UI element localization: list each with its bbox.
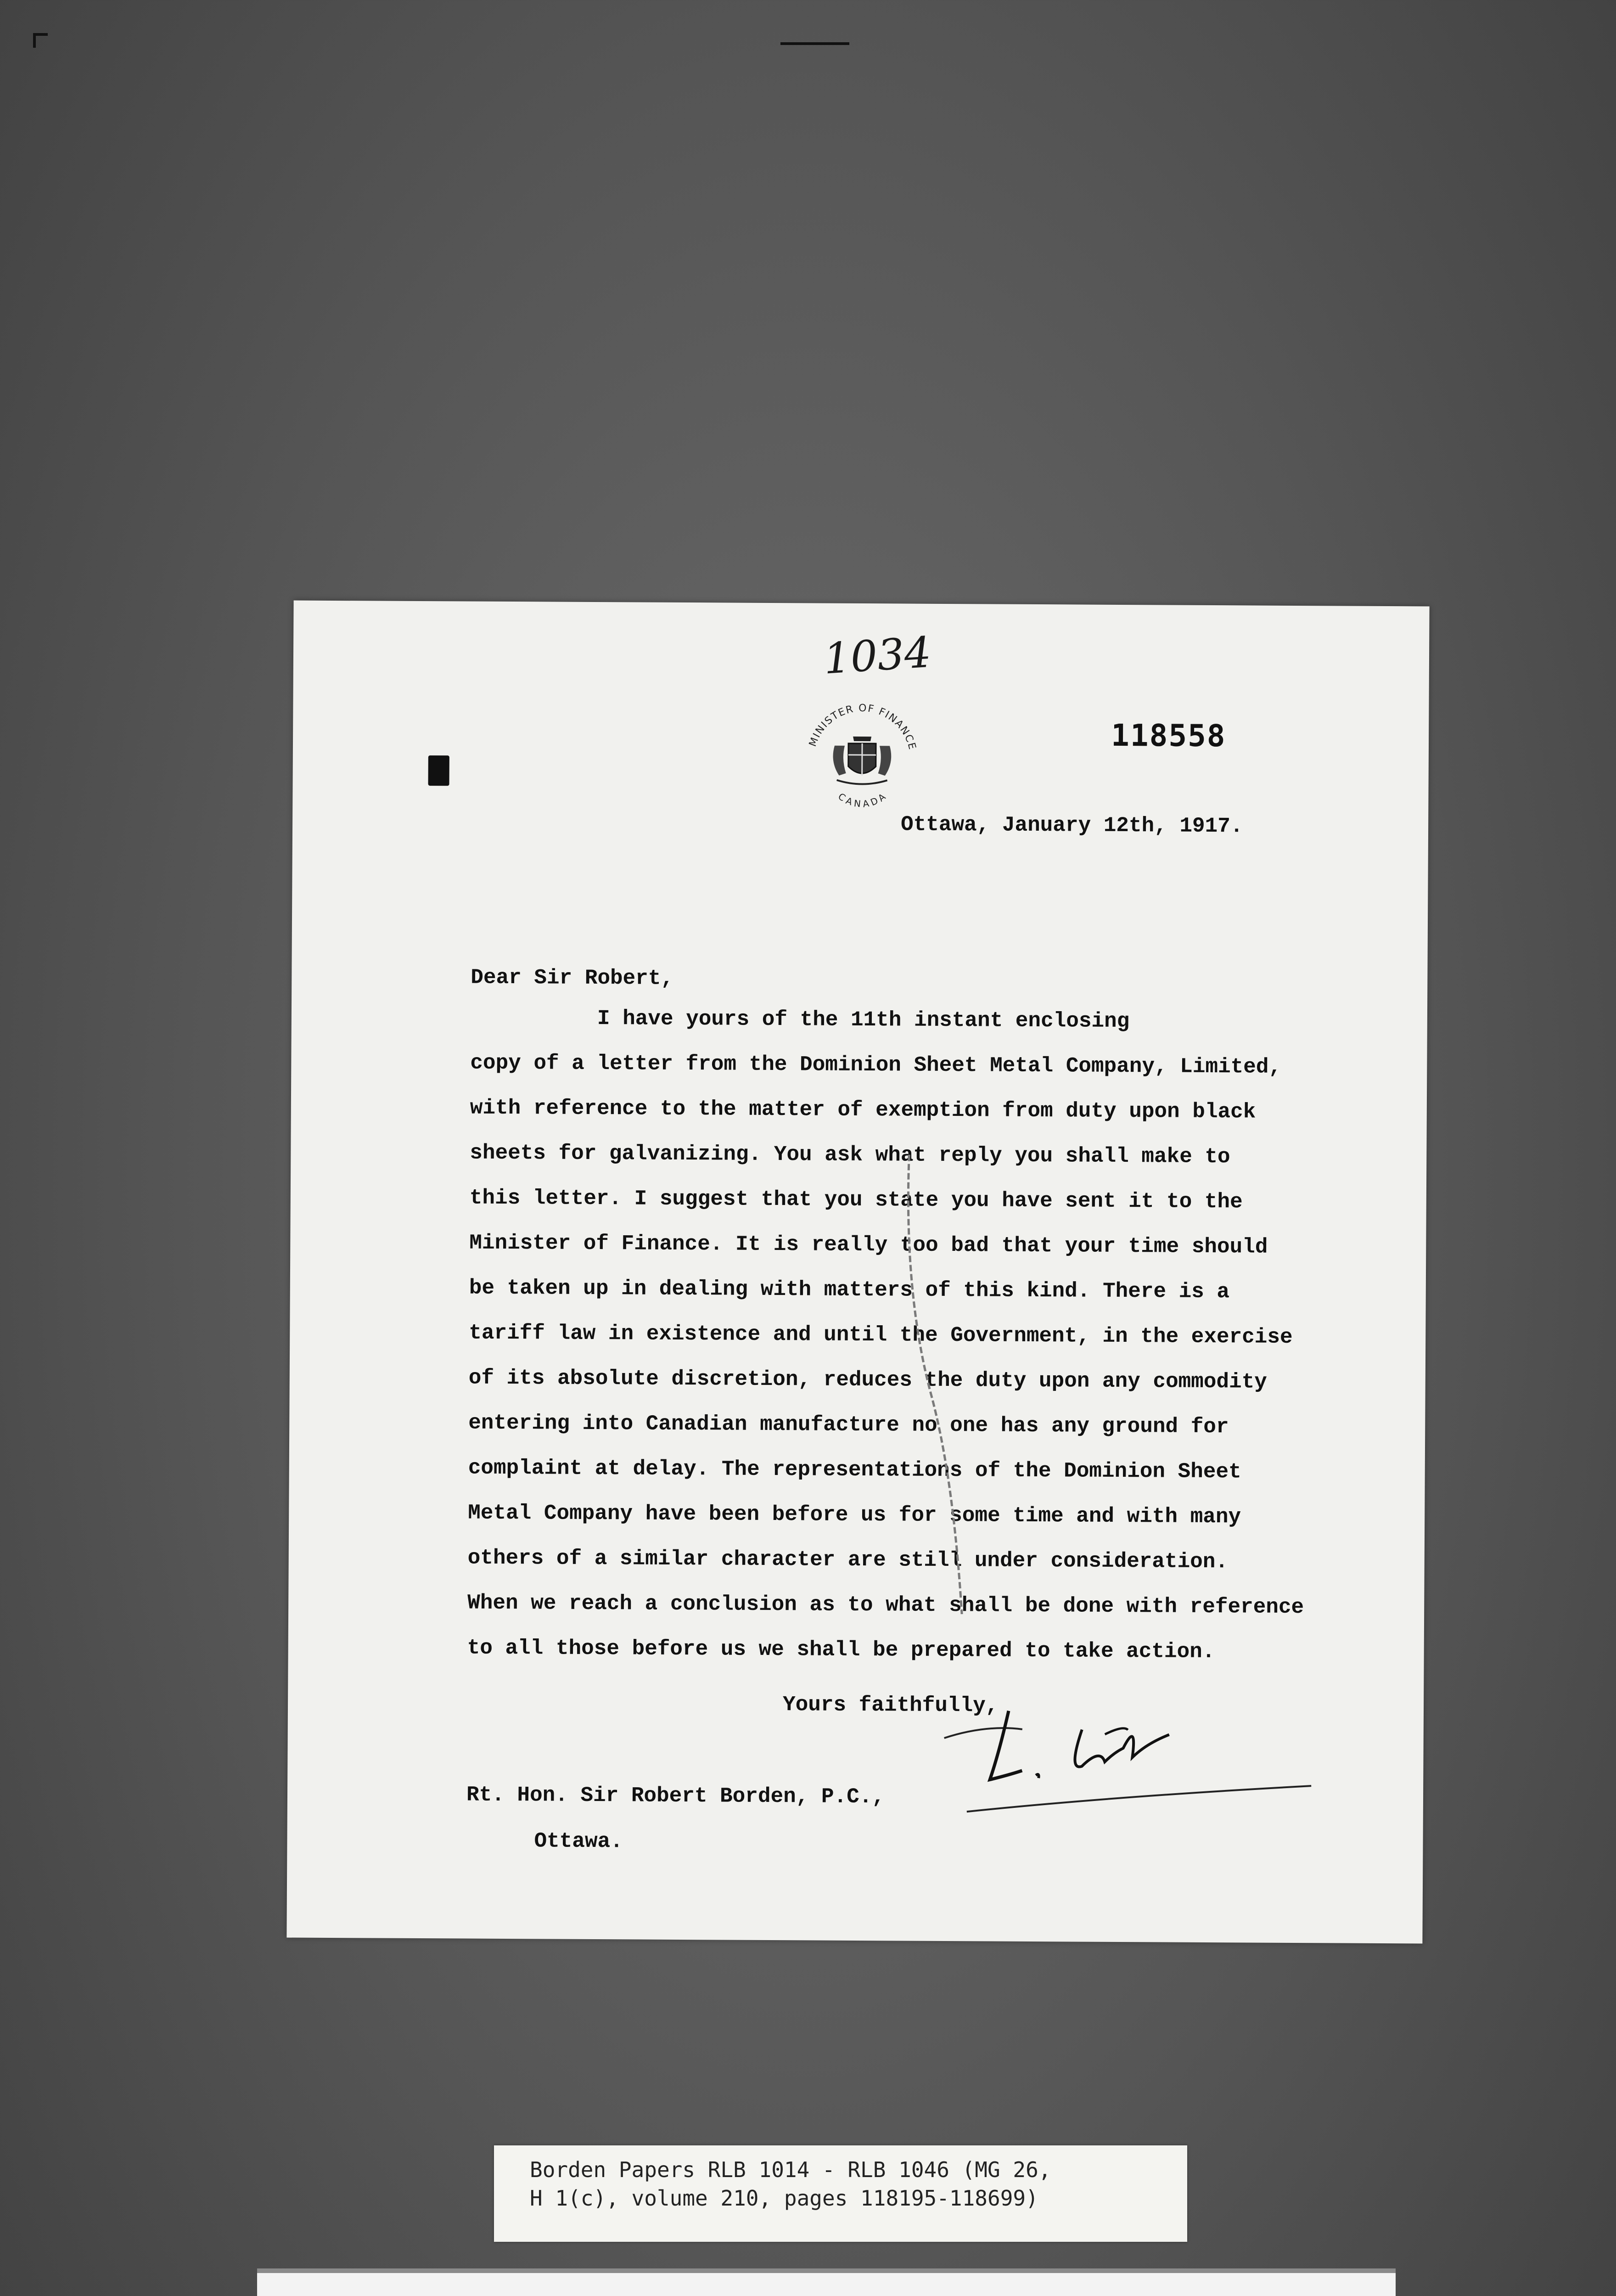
crest-text-bottom: CANADA (836, 789, 890, 810)
body-line: others of a similar character are still under consideration. (467, 1546, 1229, 1574)
paper-crease (893, 1154, 996, 1614)
body-line: to all those before us we shall be prepared to take action. (467, 1636, 1215, 1664)
addressee: Rt. Hon. Sir Robert Borden, P.C., (466, 1783, 885, 1809)
salutation: Dear Sir Robert, (471, 965, 674, 990)
corner-mark (33, 33, 48, 48)
addressee-city: Ottawa. (534, 1829, 623, 1854)
body-line: tariff law in existence and until the Government, in the exercise (469, 1321, 1293, 1349)
punch-hole (428, 755, 449, 786)
date-line: Ottawa, January 12th, 1917. (900, 812, 1243, 838)
handwritten-number: 1034 (822, 627, 933, 684)
document-number: 118558 (1111, 717, 1226, 754)
reference-label (494, 2145, 1187, 2242)
body-line: sheets for galvanizing. You ask what reply you shall make to (470, 1141, 1230, 1169)
body-line: this letter. I suggest that you state you have sent it to the (469, 1186, 1243, 1214)
letter-body (467, 1007, 1307, 1687)
body-line: entering into Canadian manufacture no one has any ground for (468, 1411, 1229, 1439)
svg-text:CANADA (836, 789, 890, 810)
archives-card (257, 2268, 1396, 2296)
body-line: be taken up in dealing with matters of this kind. There is a (469, 1276, 1230, 1304)
handwritten-signature (930, 1678, 1335, 1818)
body-line: I have yours of the 11th instant enclosing (470, 1006, 1130, 1034)
body-line: of its absolute discretion, reduces the duty upon any commodity (468, 1366, 1267, 1394)
crest-text-top: MINISTER OF FINANCE (807, 702, 918, 752)
body-line: copy of a letter from the Dominion Sheet Metal Company, Limited, (470, 1051, 1282, 1079)
body-line: Minister of Finance. It is really too bad that your time should (469, 1231, 1268, 1259)
top-registration-mark (780, 42, 849, 45)
body-line: complaint at delay. The representations of the Dominion Sheet (468, 1456, 1241, 1484)
body-line: When we reach a conclusion as to what shall be done with reference (467, 1591, 1304, 1620)
letter-page (286, 601, 1429, 1944)
closing: Yours faithfully, (782, 1693, 999, 1718)
reference-line-2: H 1(c), volume 210, pages 118195-118699) (530, 2186, 1038, 2211)
reference-line-1: Borden Papers RLB 1014 - RLB 1046 (MG 26, (530, 2157, 1051, 2182)
body-line: with reference to the matter of exemption from duty upon black (470, 1096, 1256, 1124)
minister-of-finance-crest-icon (793, 681, 931, 820)
body-line: Metal Company have been before us for some time and with many (468, 1501, 1241, 1529)
